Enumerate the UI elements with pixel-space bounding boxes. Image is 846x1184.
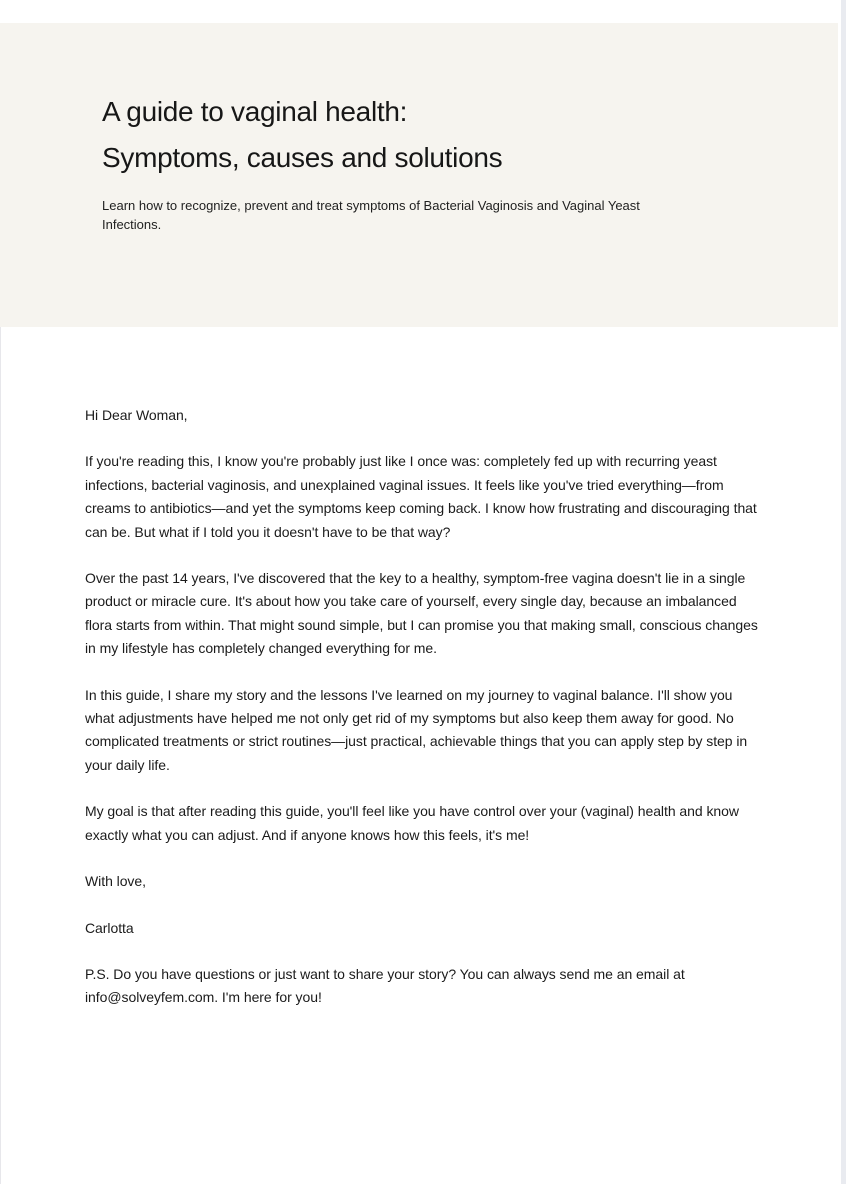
page-left-border: [0, 327, 1, 1184]
letter-paragraph: My goal is that after reading this guide, you'll feel like you have control over your (vaginal) health and know exactly what you can adjust. And if anyone knows how this feels, it's me!: [85, 803, 739, 843]
letter-body: [85, 404, 761, 1033]
page-title: [102, 89, 798, 181]
scrollbar-track[interactable]: [841, 0, 846, 1184]
letter-closing: With love,: [85, 873, 146, 890]
letter-signature: Carlotta: [85, 919, 134, 936]
letter-postscript: P.S. Do you have questions or just want to share your story? You can always send me an email at info@solveyfem.com. I'm here for you!: [85, 965, 685, 1006]
letter-paragraph: In this guide, I share my story and the lessons I've learned on my journey to vaginal balance. I'll show you what adjustments have helped me not only get rid of my symptoms but also keep them away for good. No complicated treatments or strict routines—just practical, achievable things that you can apply step by step in your daily life.: [85, 686, 748, 773]
letter-paragraph: If you're reading this, I know you're probably just like I once was: completely fed up with recurring yeast infections, bacterial vaginosis, and unexplained vaginal issues. It feels like you've tried everything—from creams to antibiotics—and yet the symptoms keep coming back. I know how frustrating and discouraging that can be. But what if I told you it doesn't have to be that way?: [85, 453, 757, 540]
page-title-line-2: Symptoms, causes and solutions: [102, 142, 503, 173]
cover-header: [0, 23, 838, 327]
letter-paragraph: Over the past 14 years, I've discovered that the key to a healthy, symptom-free vagina doesn't lie in a single product or miracle cure. It's about how you take care of yourself, every single day, because an imbalanced flora starts from within. That might sound simple, but I can promise you that making small, conscious changes in my lifestyle has completely changed everything for me.: [85, 570, 758, 657]
page-title-line-1: A guide to vaginal health:: [102, 96, 408, 127]
page-subtitle: Learn how to recognize, prevent and treat symptoms of Bacterial Vaginosis and Vaginal Yeast Infections.: [102, 198, 640, 232]
letter-greeting: Hi Dear Woman,: [85, 407, 188, 423]
